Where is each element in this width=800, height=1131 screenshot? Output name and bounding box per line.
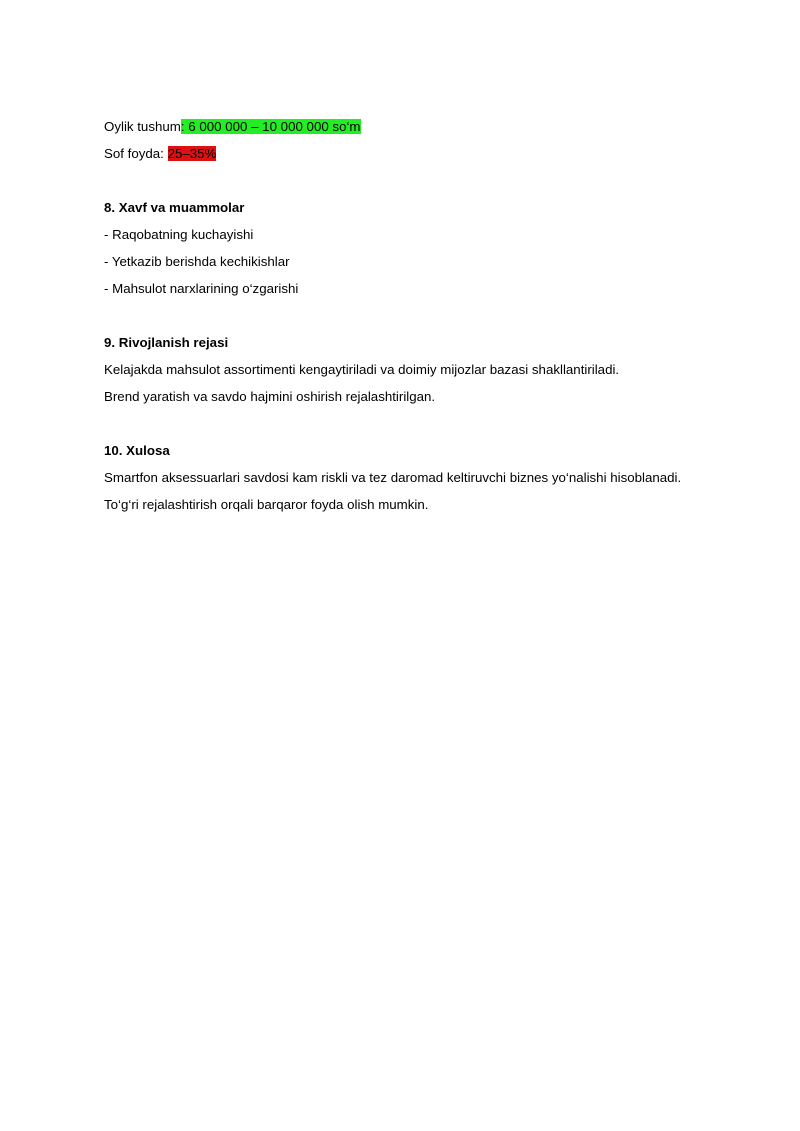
conclusion-paragraph-line: Smartfon aksessuarlari savdosi kam riskli va tez daromad keltiruvchi biznes yo‘nalishi hisoblanadi. xyxy=(104,470,682,485)
conclusion-paragraph-line: To‘g‘ri rejalashtirish orqali barqaror foyda olish mumkin. xyxy=(104,497,429,512)
risks-heading: 8. Xavf va muammolar xyxy=(104,200,245,215)
risk-item: - Mahsulot narxlarining o‘zgarishi xyxy=(104,281,299,296)
monthly-income-value: : 6 000 000 – 10 000 000 so‘m xyxy=(180,119,361,134)
conclusion-heading: 10. Xulosa xyxy=(104,443,170,458)
section-gap xyxy=(104,306,744,333)
net-profit-value: 25–35% xyxy=(167,146,217,161)
net-profit-line xyxy=(104,144,744,171)
risk-item: - Raqobatning kuchayishi xyxy=(104,227,254,242)
monthly-income-line xyxy=(104,117,744,144)
development-heading: 9. Rivojlanish rejasi xyxy=(104,335,229,350)
development-paragraph-line: Kelajakda mahsulot assortimenti kengaytiriladi va doimiy mijozlar bazasi shakllantiriladi. xyxy=(104,362,620,377)
net-profit-label: Sof foyda: xyxy=(104,146,168,161)
monthly-income-label: Oylik tushum xyxy=(104,119,181,134)
development-paragraph-line: Brend yaratish va savdo hajmini oshirish rejalashtirilgan. xyxy=(104,389,436,404)
section-gap xyxy=(104,171,744,198)
document-body xyxy=(104,117,744,522)
risk-item: - Yetkazib berishda kechikishlar xyxy=(104,254,290,269)
section-gap xyxy=(104,414,744,441)
